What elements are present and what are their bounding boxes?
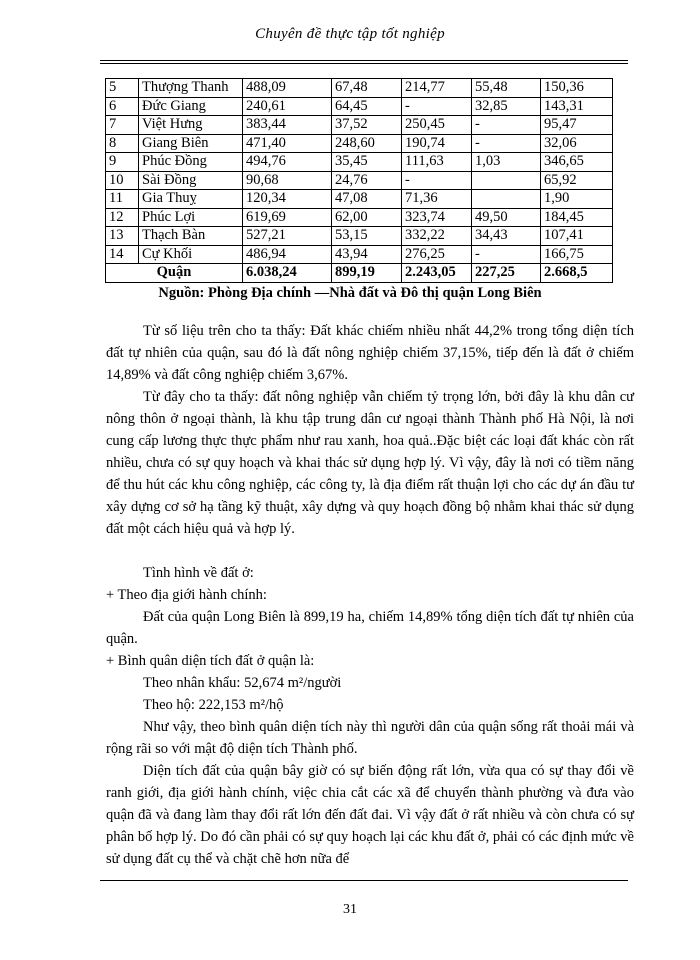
- land-use-table: [105, 78, 613, 283]
- table-cell: -: [402, 97, 472, 116]
- page-number: 31: [343, 902, 357, 917]
- total-cell: 227,25: [472, 264, 541, 283]
- table-source-caption: Nguồn: Phòng Địa chính —Nhà đất và Đô thị quận Long Biên: [158, 285, 542, 301]
- table-row: [106, 116, 613, 135]
- table-cell-ward: Cự Khối: [139, 245, 243, 264]
- table-cell: 494,76: [243, 153, 332, 172]
- table-cell: 214,77: [402, 79, 472, 98]
- paragraph: Từ số liệu trên cho ta thấy: Đất khác chiếm nhiều nhất 44,2% trong tổng diện tích đất tự nhiên của quận, sau đó là đất nông nghiệp chiếm 37,15%, tiếp đến là đất ở chiếm 14,89% và đất công nghiệp chiếm 3,67%.: [106, 323, 634, 383]
- table-cell: -: [402, 171, 472, 190]
- table-cell: 47,08: [332, 190, 402, 209]
- table-cell-ward: Thượng Thanh: [139, 79, 243, 98]
- table-cell: 332,22: [402, 227, 472, 246]
- table-cell: -: [472, 116, 541, 135]
- table-cell-stt: 7: [106, 116, 139, 135]
- table-cell: 90,68: [243, 171, 332, 190]
- table-cell-ward: Giang Biên: [139, 134, 243, 153]
- total-cell: 2.243,05: [402, 264, 472, 283]
- table-cell: 71,36: [402, 190, 472, 209]
- paragraph: Tình hình về đất ở:: [143, 565, 254, 581]
- table-cell: 527,21: [243, 227, 332, 246]
- table-cell-ward: Việt Hưng: [139, 116, 243, 135]
- table-cell-ward: Đức Giang: [139, 97, 243, 116]
- table-cell-stt: 14: [106, 245, 139, 264]
- paragraph: Từ đây cho ta thấy: đất nông nghiệp vẫn chiếm tỷ trọng lớn, bởi đây là khu dân cư nông thôn ở ngoại thành, là khu tập trung dân cư ngoại thành Thành phố Hà Nội, là nơi cung cấp lương thực thực phẩm như rau xanh, hoa quả..Đặc biệt các loại đất khác còn rất nhiều, chưa có sự quy hoạch và khai thác sử dụng hợp lý. Vì vậy, đây là nơi có tiềm năng để thu hút các khu công nghiệp, các công ty, là địa điểm rất thuận lợi cho các dự án đầu tư xây dựng cơ sở hạ tầng kỹ thuật, xây dựng và quy hoạch đồng bộ nhằm khai thác sử dụng đất một cách hiệu quả và hợp lý.: [106, 389, 634, 537]
- table-cell-stt: 12: [106, 208, 139, 227]
- bullet-line: + Theo địa giới hành chính:: [106, 587, 267, 603]
- table-cell: [472, 190, 541, 209]
- table-cell: 184,45: [541, 208, 613, 227]
- table-cell: 250,45: [402, 116, 472, 135]
- table-cell-ward: Gia Thuỵ: [139, 190, 243, 209]
- table-cell: -: [472, 134, 541, 153]
- table-cell: 383,44: [243, 116, 332, 135]
- table-row: [106, 134, 613, 153]
- table-cell: 248,60: [332, 134, 402, 153]
- table-cell-stt: 13: [106, 227, 139, 246]
- table-cell-ward: Thạch Bàn: [139, 227, 243, 246]
- table-cell: 32,85: [472, 97, 541, 116]
- paragraph: Như vậy, theo bình quân diện tích này thì người dân của quận sống rất thoải mái và rộng rãi so với mật độ diện tích Thành phố.: [106, 719, 634, 757]
- table-cell: 143,31: [541, 97, 613, 116]
- table-cell: -: [472, 245, 541, 264]
- table-cell: 471,40: [243, 134, 332, 153]
- table-cell: 240,61: [243, 97, 332, 116]
- table-cell: 166,75: [541, 245, 613, 264]
- table-cell: 346,65: [541, 153, 613, 172]
- table-cell-ward: Sài Đồng: [139, 171, 243, 190]
- table-cell: 276,25: [402, 245, 472, 264]
- total-label: Quận: [106, 264, 243, 283]
- table-cell: 111,63: [402, 153, 472, 172]
- table-cell: 35,45: [332, 153, 402, 172]
- header-rule-double: [100, 63, 628, 64]
- table-cell: 150,36: [541, 79, 613, 98]
- table-row: [106, 79, 613, 98]
- table-cell: 43,94: [332, 245, 402, 264]
- paragraph: Đất của quận Long Biên là 899,19 ha, chiếm 14,89% tổng diện tích đất tự nhiên của quận.: [106, 609, 634, 647]
- table-cell: 34,43: [472, 227, 541, 246]
- table-total-row: [106, 264, 613, 283]
- total-cell: 899,19: [332, 264, 402, 283]
- table-cell: 49,50: [472, 208, 541, 227]
- table-cell: 53,15: [332, 227, 402, 246]
- table-row: [106, 153, 613, 172]
- paragraph: Diện tích đất của quận bây giờ có sự biến động rất lớn, vừa qua có sự thay đổi về ranh giới, địa giới hành chính, việc chia cắt các xã để chuyển thành phường và đưa vào quận đã và đang làm thay đổi rất lớn đến đất đai. Vì vậy đất ở rất nhiều và còn chưa có sự phân bố hợp lý. Do đó cần phải có sự quy hoạch lại các khu đất ở, phải có các định mức về sử dụng đất cụ thể và chặt chẽ hơn nữa để: [106, 763, 634, 867]
- table-cell: 1,90: [541, 190, 613, 209]
- table-cell: 64,45: [332, 97, 402, 116]
- table-cell: 488,09: [243, 79, 332, 98]
- document-body: [106, 562, 634, 870]
- document-body: [106, 386, 634, 540]
- table-cell: 24,76: [332, 171, 402, 190]
- total-cell: 2.668,5: [541, 264, 613, 283]
- table-cell-stt: 10: [106, 171, 139, 190]
- table-cell: 32,06: [541, 134, 613, 153]
- table-cell: 67,48: [332, 79, 402, 98]
- table-cell: 95,47: [541, 116, 613, 135]
- table-row: [106, 227, 613, 246]
- table-cell: 107,41: [541, 227, 613, 246]
- table-cell: 1,03: [472, 153, 541, 172]
- stat-line: Theo nhân khẩu: 52,674 m²/người: [143, 675, 342, 691]
- table-cell-stt: 5: [106, 79, 139, 98]
- table-row: [106, 171, 613, 190]
- table-cell: 619,69: [243, 208, 332, 227]
- table-cell-stt: 11: [106, 190, 139, 209]
- table-cell-stt: 6: [106, 97, 139, 116]
- table-cell: 323,74: [402, 208, 472, 227]
- table-cell: 37,52: [332, 116, 402, 135]
- total-cell: 6.038,24: [243, 264, 332, 283]
- table-cell: 486,94: [243, 245, 332, 264]
- table-row: [106, 208, 613, 227]
- table-cell-stt: 9: [106, 153, 139, 172]
- table-cell: 62,00: [332, 208, 402, 227]
- table-cell-ward: Phúc Lợi: [139, 208, 243, 227]
- stat-line: Theo hộ: 222,153 m²/hộ: [143, 697, 284, 713]
- table-cell: [472, 171, 541, 190]
- table-cell: 190,74: [402, 134, 472, 153]
- document-body: [106, 320, 634, 386]
- footer-rule: [100, 880, 628, 881]
- header-rule: [100, 60, 628, 61]
- table-cell-stt: 8: [106, 134, 139, 153]
- table-row: [106, 190, 613, 209]
- bullet-line: + Bình quân diện tích đất ở quận là:: [106, 653, 315, 669]
- table-cell: 65,92: [541, 171, 613, 190]
- table-cell: 120,34: [243, 190, 332, 209]
- table-cell: 55,48: [472, 79, 541, 98]
- page-header: Chuyên đề thực tập tốt nghiệp: [255, 26, 445, 42]
- table-row: [106, 97, 613, 116]
- table-cell-ward: Phúc Đồng: [139, 153, 243, 172]
- table-row: [106, 245, 613, 264]
